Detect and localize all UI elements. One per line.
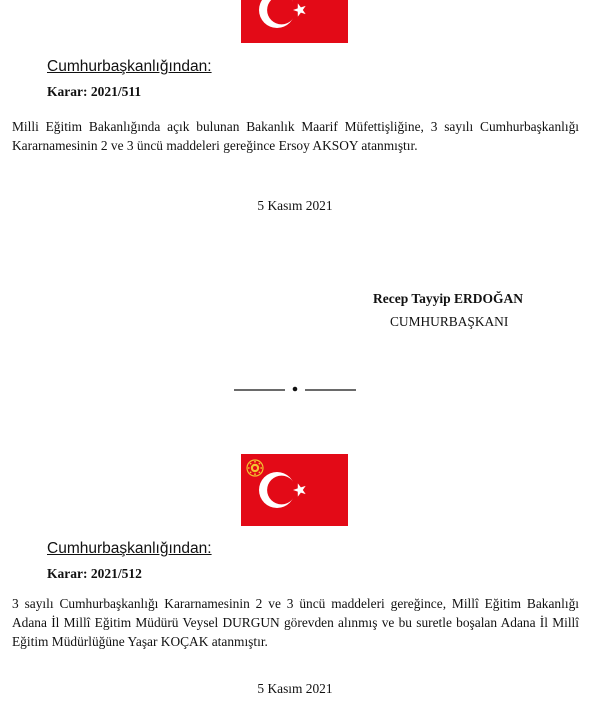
decision-number: Karar: 2021/512 [47, 566, 142, 581]
signer-title: CUMHURBAŞKANI [390, 314, 509, 329]
signer-name [373, 291, 523, 307]
decree-date: 5 Kasım 2021 [257, 198, 333, 213]
decree-body-text: 3 sayılı Cumhurbaşkanlığı Kararnamesinin 2 ve 3 üncü maddeleri gereğince, Millî Eğitim Bakanlığı Adana İl Millî Eğitim Müdürü Veysel DURGUN görevden alınmış ve bu suretle boşalan Adana İl Millî Eğitim Müdürlüğüne Yaşar KOÇAK atanmıştır. [12, 596, 579, 649]
section-separator [234, 380, 356, 394]
decree-date: 5 Kasım 2021 [257, 681, 333, 696]
presidential-seal-icon [247, 460, 263, 476]
issuer-heading: Cumhurbaşkanlığından: [47, 540, 212, 557]
signer-first-names: Recep Tayyip [373, 291, 451, 306]
decree-body-text: Milli Eğitim Bakanlığında açık bulunan Bakanlık Maarif Müfettişliğine, 3 sayılı Cumhurbaşkanlığı Kararnamesinin 2 ve 3 üncü maddeleri gereğince Ersoy AKSOY atanmıştır. [12, 119, 579, 153]
signer-last-name: ERDOĞAN [454, 291, 524, 306]
turkish-flag-with-seal-icon [241, 454, 348, 526]
decision-number: Karar: 2021/511 [47, 84, 142, 99]
turkish-flag-icon [241, 0, 348, 43]
issuer-heading: Cumhurbaşkanlığından: [47, 58, 212, 75]
